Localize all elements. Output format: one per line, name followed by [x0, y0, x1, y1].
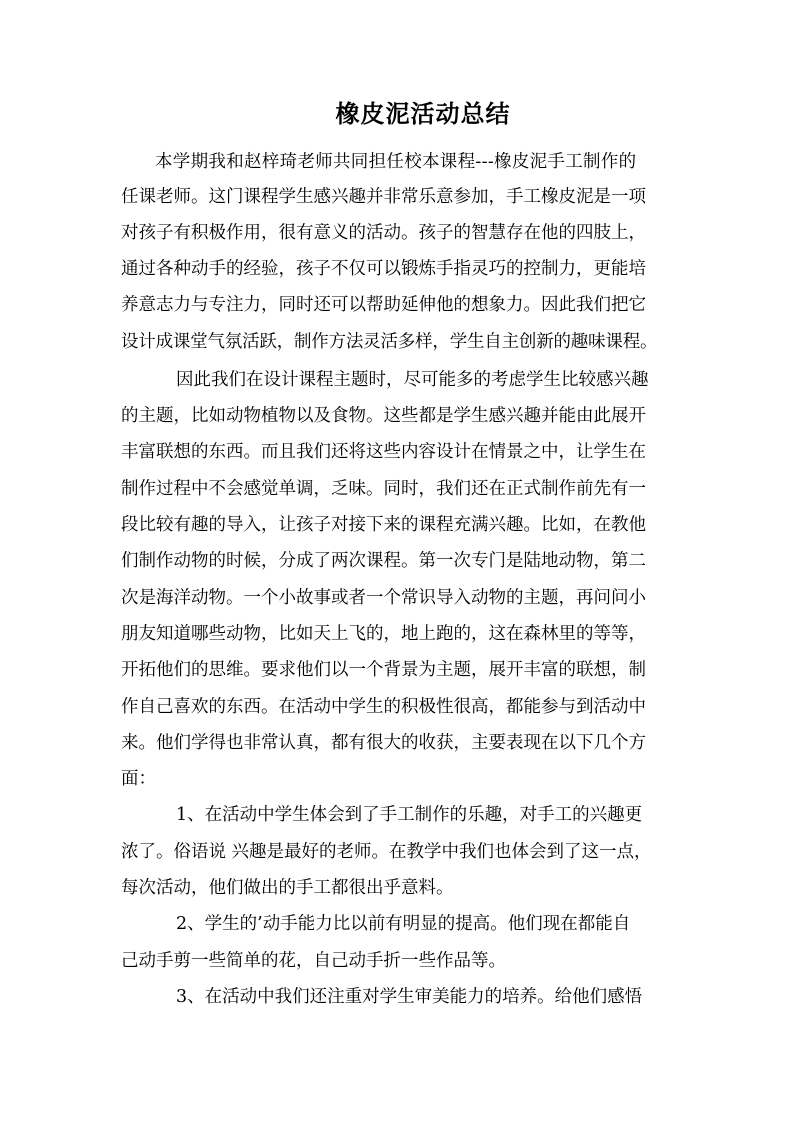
body-line: 开拓他们的思维。要求他们以一个背景为主题，展开丰富的联想，制 [121, 660, 646, 680]
body-line: 浓了。俗语说 兴趣是最好的老师。在教学中我们也体会到了这一点， [121, 842, 652, 862]
body-line: 养意志力与专注力，同时还可以帮助延伸他的想象力。因此我们把它 [121, 295, 646, 315]
body-line: 朋友知道哪些动物，比如天上飞的，地上跑的，这在森林里的等等， [121, 624, 646, 644]
body-line: 2、学生的’动手能力比以前有明显的提高。他们现在都能自 [176, 914, 631, 934]
document-title: 橡皮泥活动总结 [335, 99, 511, 128]
body-line: 己动手剪一些简单的花，自己动手折一些作品等。 [121, 951, 506, 971]
body-line: 次是海洋动物。一个小故事或者一个常识导入动物的主题，再问问小 [121, 588, 646, 608]
body-line: 段比较有趣的导入，让孩子对接下来的课程充满兴趣。比如，在教他 [121, 515, 646, 535]
body-line: 来。他们学得也非常认真，都有很大的收获，主要表现在以下几个方 [121, 733, 646, 753]
body-line: 的主题，比如动物植物以及食物。这些都是学生感兴趣并能由此展开 [121, 406, 646, 426]
body-line: 面： [121, 769, 156, 789]
body-line: 因此我们在设计课程主题时，尽可能多的考虑学生比较感兴趣 [176, 370, 649, 390]
body-line: 丰富联想的东西。而且我们还将这些内容设计在情景之中，让学生在 [121, 442, 646, 462]
body-line: 们制作动物的时候，分成了两次课程。第一次专门是陆地动物，第二 [121, 551, 646, 571]
body-line: 3、在活动中我们还注重对学生审美能力的培养。给他们感悟 [176, 987, 643, 1007]
body-line: 本学期我和赵梓琦老师共同担任校本课程---橡皮泥手工制作的 [155, 152, 637, 172]
body-line: 1、在活动中学生体会到了手工制作的乐趣，对手工的兴趣更 [176, 805, 643, 825]
body-line: 作自己喜欢的东西。在活动中学生的积极性很高，都能参与到活动中 [121, 697, 646, 717]
body-line: 每次活动，他们做出的手工都很出乎意料。 [121, 878, 454, 898]
body-line: 对孩子有积极作用，很有意义的活动。孩子的智慧存在他的四肢上， [121, 223, 646, 243]
body-line: 设计成课堂气氛活跃，制作方法灵活多样，学生自主创新的趣味课程。 [121, 332, 658, 352]
body-line: 通过各种动手的经验，孩子不仅可以锻炼手指灵巧的控制力，更能培 [121, 259, 646, 279]
body-line: 制作过程中不会感觉单调，乏味。同时，我们还在正式制作前先有一 [121, 479, 646, 499]
body-line: 任课老师。这门课程学生感兴趣并非常乐意参加，手工橡皮泥是一项 [121, 187, 646, 207]
